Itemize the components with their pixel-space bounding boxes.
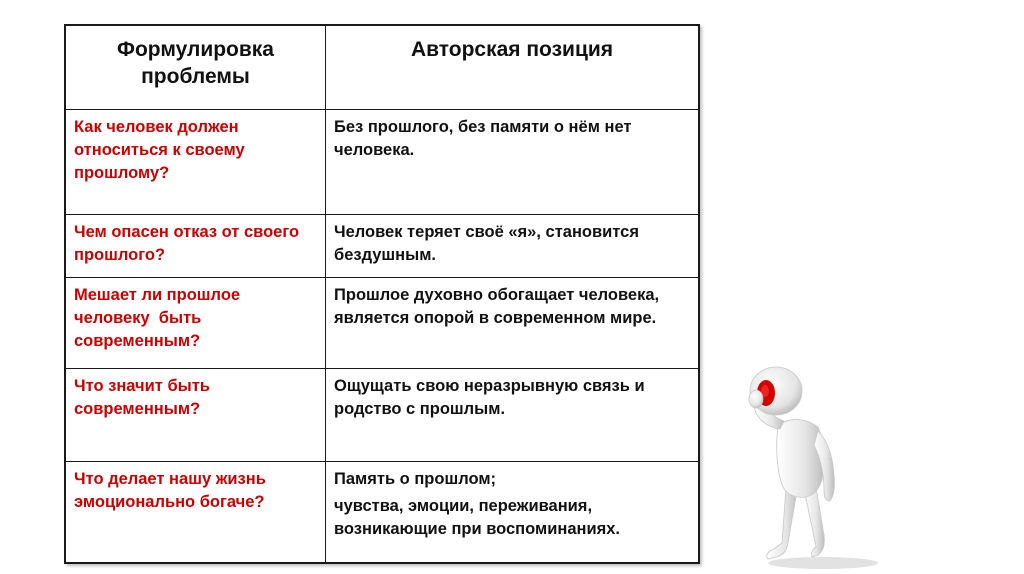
position-text: Прошлое духовно обогащает человека, является опорой в современном мире. xyxy=(334,286,660,327)
problem-cell: Что значит быть современным? xyxy=(66,369,326,462)
position-text: Человек теряет своё «я», становится бездушным. xyxy=(334,223,639,264)
position-cell xyxy=(326,278,698,369)
position-text: Без прошлого, без памяти о нём нет человека. xyxy=(334,118,632,159)
position-cell xyxy=(326,369,698,462)
header-problem: Формулировка проблемы xyxy=(66,26,326,110)
problem-cell: Чем опасен отказ от своего прошлого? xyxy=(66,215,326,278)
position-cell xyxy=(326,462,698,562)
position-text: чувства, эмоции, переживания, возникающие при воспоминаниях. xyxy=(334,497,621,538)
position-cell xyxy=(326,215,698,278)
position-text: Память о прошлом; xyxy=(334,470,497,488)
position-text: Ощущать свою неразрывную связь и родство с прошлым. xyxy=(334,377,645,418)
problem-position-table xyxy=(64,24,700,564)
shadow xyxy=(768,557,878,569)
torso xyxy=(777,419,824,497)
problem-cell: Как человек должен относиться к своему прошлому? xyxy=(66,110,326,215)
right-leg xyxy=(804,487,824,557)
problem-cell: Что делает нашу жизнь эмоционально богаче? xyxy=(66,462,326,562)
problem-cell: Мешает ли прошлое человеку быть современным? xyxy=(66,278,326,369)
header-position: Авторская позиция xyxy=(326,26,698,110)
thinking-person-icon xyxy=(728,365,888,570)
position-cell xyxy=(326,110,698,215)
hand xyxy=(749,390,763,408)
